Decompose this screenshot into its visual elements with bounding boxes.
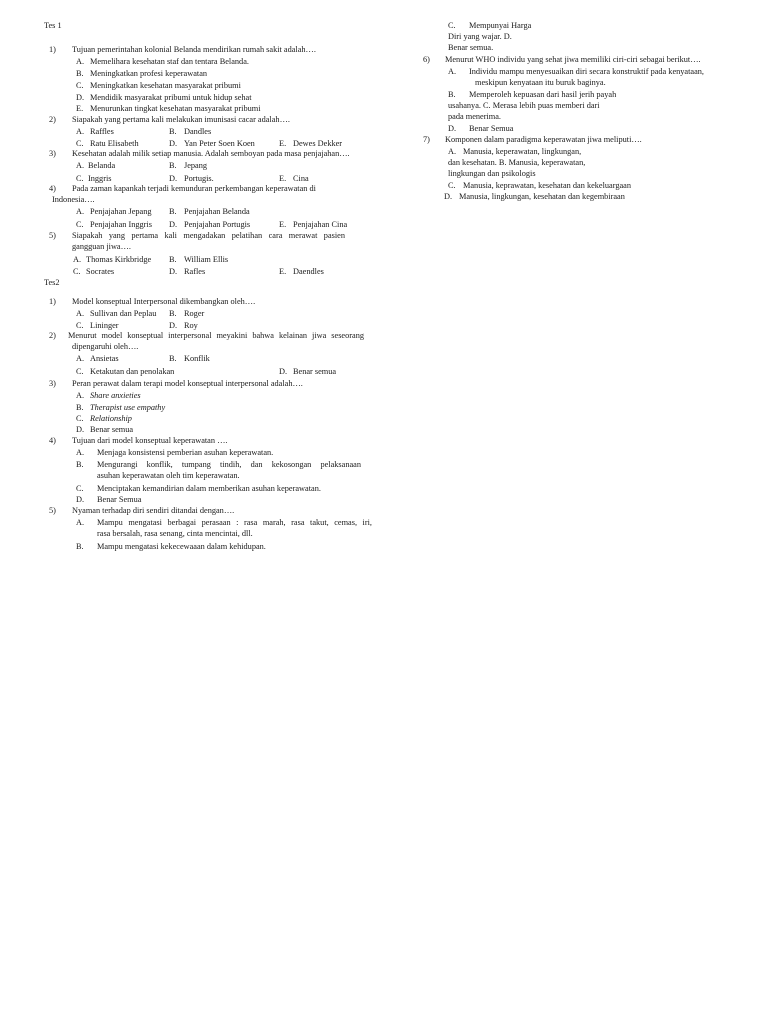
tes2-title: Tes2 (44, 278, 60, 287)
option-text: Menciptakan kemandirian dalam memberikan asuhan keperawatan. (97, 484, 321, 493)
option-text: Menjaga konsistensi pemberian asuhan keperawatan. (97, 448, 274, 457)
option-text-cont: pada menerima. (448, 112, 501, 121)
question-text-cont: dipengaruhi oleh…. (72, 342, 139, 351)
option-text: Cina (293, 174, 309, 183)
option-letter: A. (76, 309, 85, 318)
option-letter: A. (76, 518, 85, 527)
option-letter: A. (448, 67, 457, 76)
question-text: Pada zaman kapankah terjadi kemunduran perkembangan keperawatan di (72, 184, 316, 193)
option-text: Memperoleh kepuasan dari hasil jerih payah (469, 90, 617, 99)
option-text: Thomas Kirkbridge (86, 255, 152, 264)
option-text-cont: meskipun kenyataan itu buruk baginya. (475, 78, 606, 87)
option-letter: B. (169, 255, 177, 264)
option-letter: A. (76, 448, 85, 457)
question-text: Kesehatan adalah milik setiap manusia. Adalah semboyan pada masa penjajahan…. (72, 149, 350, 158)
option-letter: B. (169, 354, 177, 363)
option-text: Mampu mengatasi berbagai perasaan : rasa marah, rasa takut, cemas, iri, (97, 518, 372, 527)
question-number: 1) (49, 297, 56, 306)
question-text: Peran perawat dalam terapi model konseptual interpersonal adalah…. (72, 379, 303, 388)
option-text: Lininger (90, 321, 119, 330)
option-letter: C. (76, 139, 84, 148)
option-letter: B. (76, 69, 84, 78)
option-letter: D. (76, 495, 85, 504)
option-text: Mendidik masyarakat pribumi untuk hidup sehat (90, 93, 252, 102)
option-text: Mempunyai Harga (469, 21, 532, 30)
option-text: Rafles (184, 267, 206, 276)
option-letter: D. (169, 139, 178, 148)
option-letter: B. (76, 542, 84, 551)
option-text: Konflik (184, 354, 210, 363)
option-letter: B. (169, 309, 177, 318)
option-text: Dandles (184, 127, 212, 136)
option-text-cont: rasa bersalah, rasa senang, cinta mencintai, dll. (97, 529, 253, 538)
option-text: Relationship (90, 414, 132, 423)
option-letter: C. (73, 267, 81, 276)
option-letter: B. (76, 460, 84, 469)
option-letter: A. (76, 354, 85, 363)
question-text: Nyaman terhadap diri sendiri ditandai dengan…. (72, 506, 235, 515)
option-letter: A. (73, 255, 82, 264)
option-text: Menurunkan tingkat kesehatan masyarakat pribumi (90, 104, 261, 113)
option-letter: D. (169, 267, 178, 276)
option-text: Penjajahan Portugis (184, 220, 251, 229)
option-letter: A. (76, 207, 85, 216)
option-text: Penjajahan Inggris (90, 220, 152, 229)
option-text: Manusia, keprawatan, kesehatan dan kekeluargaan (463, 181, 632, 190)
option-letter: D. (76, 93, 85, 102)
question-text: Tujuan dari model konseptual keperawatan …. (72, 436, 228, 445)
question-text: Siapakah yang pertama kali mengadakan pelatihan cara merawat pasien (72, 231, 345, 240)
option-text: Penjajahan Jepang (90, 207, 152, 216)
option-letter: D. (169, 174, 178, 183)
question-number: 2) (49, 115, 56, 124)
option-letter: D. (279, 367, 288, 376)
option-letter: A. (76, 391, 85, 400)
option-letter: C. (76, 220, 84, 229)
option-text: Benar Semua (469, 124, 514, 133)
option-letter: A. (76, 127, 85, 136)
question-number: 4) (49, 184, 56, 193)
option-letter: B. (169, 161, 177, 170)
option-text: Raffles (90, 127, 114, 136)
option-text: Benar Semua (97, 495, 142, 504)
option-text: Ketakutan dan penolakan (90, 367, 175, 376)
option-text: William Ellis (184, 255, 229, 264)
option-text: Memelihara kesehatan staf dan tentara Belanda. (90, 57, 249, 66)
option-letter: C. (76, 321, 84, 330)
option-text: Belanda (88, 161, 116, 170)
option-text: Socrates (86, 267, 115, 276)
option-text-cont: asuhan keperawatan oleh tim keperawatan. (97, 471, 240, 480)
question-text-cont: gangguan jiwa…. (72, 242, 131, 251)
question-number: 6) (423, 55, 430, 64)
option-text: Mampu mengatasi kekecewaaan dalam kehidupan. (97, 542, 266, 551)
option-text: Ratu Elisabeth (90, 139, 139, 148)
question-text: Menurut model konseptual interpersonal meyakini bahwa kelainan jiwa seseorang (68, 331, 364, 340)
option-letter: D. (169, 220, 178, 229)
question-number: 3) (49, 379, 56, 388)
option-text: Penjajahan Cina (293, 220, 348, 229)
option-text: Penjajahan Belanda (184, 207, 250, 216)
option-letter: E. (279, 174, 287, 183)
option-text: Mengurangi konflik, tumpang tindih, dan kekosongan pelaksanaan (97, 460, 361, 469)
option-text: Roger (184, 309, 205, 318)
option-text: Individu mampu menyesuaikan diri secara konstruktif pada kenyataan, (469, 67, 705, 76)
option-letter: C. (448, 21, 456, 30)
option-text: Benar semua (293, 367, 337, 376)
question-text: Menurut WHO individu yang sehat jiwa memiliki ciri-ciri sebagai berikut…. (445, 55, 701, 64)
question-text: Siapakah yang pertama kali melakukan imunisasi cacar adalah…. (72, 115, 290, 124)
option-text: Meningkatkan profesi keperawatan (90, 69, 208, 78)
option-text: Meningkatkan kesehatan masyarakat pribumi (90, 81, 241, 90)
option-letter: E. (279, 267, 287, 276)
option-letter: B. (169, 207, 177, 216)
question-number: 1) (49, 45, 56, 54)
option-text: Share anxieties (90, 391, 141, 400)
option-text-cont: lingkungan dan psikologis (448, 169, 536, 178)
option-letter: D. (444, 192, 453, 201)
question-number: 4) (49, 436, 56, 445)
option-text-cont: Benar semua. (448, 43, 494, 52)
option-letter: E. (279, 220, 287, 229)
option-text: Roy (184, 321, 198, 330)
option-letter: A. (76, 57, 85, 66)
option-letter: C. (76, 174, 84, 183)
option-letter: E. (279, 139, 287, 148)
tes1-title: Tes 1 (44, 21, 62, 30)
option-text-cont: Diri yang wajar. D. (448, 32, 512, 41)
question-text: Tujuan pemerintahan kolonial Belanda mendirikan rumah sakit adalah…. (72, 45, 316, 54)
question-number: 3) (49, 149, 56, 158)
question-text: Komponen dalam paradigma keperawatan jiwa meliputi…. (445, 135, 642, 144)
option-text: Inggris (88, 174, 112, 183)
option-letter: A. (76, 161, 85, 170)
option-letter: D. (169, 321, 178, 330)
option-letter: D. (76, 425, 85, 434)
question-text: Model konseptual Interpersonal dikembangkan oleh…. (72, 297, 256, 306)
option-letter: C. (76, 414, 84, 423)
option-text: Portugis. (184, 174, 214, 183)
option-letter: C. (76, 81, 84, 90)
option-letter: C. (448, 181, 456, 190)
option-letter: B. (448, 90, 456, 99)
option-text: Dewes Dekker (293, 139, 343, 148)
option-letter: C. (76, 484, 84, 493)
option-text: Yan Peter Soen Koen (184, 139, 255, 148)
option-text-cont: dan kesehatan. B. Manusia, keperawatan, (448, 158, 586, 167)
option-text-cont: usahanya. C. Merasa lebih puas memberi dari (448, 101, 600, 110)
option-letter: A. (448, 147, 457, 156)
option-text: Benar semua (90, 425, 134, 434)
option-text: Manusia, keperawatan, lingkungan, (463, 147, 582, 156)
option-text: Manusia, lingkungan, kesehatan dan kegembiraan (459, 192, 625, 201)
question-number: 5) (49, 506, 56, 515)
option-letter: C. (76, 367, 84, 376)
option-letter: E. (76, 104, 84, 113)
question-number: 2) (49, 331, 56, 340)
option-text: Daendles (293, 267, 324, 276)
option-text: Sullivan dan Peplau (90, 309, 157, 318)
option-text: Jepang (184, 161, 208, 170)
question-text-cont: Indonesia…. (52, 195, 95, 204)
option-letter: B. (169, 127, 177, 136)
option-letter: D. (448, 124, 457, 133)
question-number: 7) (423, 135, 430, 144)
option-letter: B. (76, 403, 84, 412)
option-text: Therapist use empathy (90, 403, 166, 412)
option-text: Ansietas (90, 354, 119, 363)
question-number: 5) (49, 231, 56, 240)
